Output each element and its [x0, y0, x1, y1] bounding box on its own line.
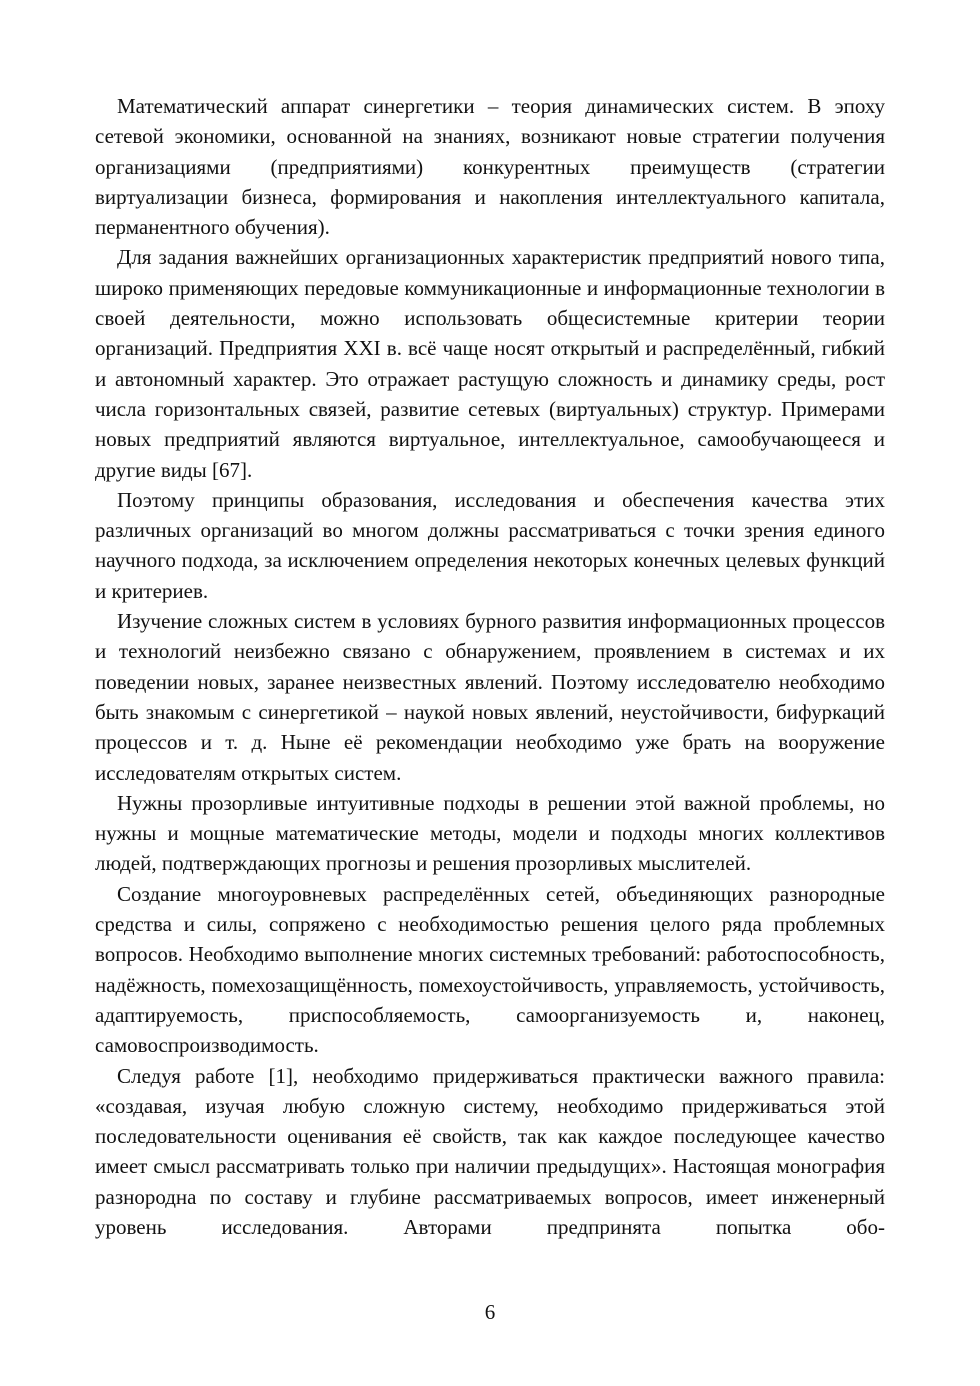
page-number: 6 [484, 1300, 496, 1324]
paragraph-5: Нужны прозорливые интуитивные подходы в решении этой важной проблемы, но нужны и мощные математические методы, модели и подходы многих коллективов людей, подтверждающих прогнозы и решения прозорливых мыслителей. [95, 790, 885, 876]
paragraph-1: Математический аппарат синергетики – теория динамических систем. В эпоху сетевой экономики, основанной на знаниях, возникают новые стратегии получения организациями (предприятиями) конкурентных преимуществ (стратегии виртуализации бизнеса, формирования и накопления интеллектуального капитала, перманентного обучения). [95, 94, 885, 240]
paragraph-6: Создание многоуровневых распределённых сетей, объединяющих разнородные средства и силы, сопряжено с необходимостью решения целого ряда проблемных вопросов. Необходимо выполнение многих системных требований: работоспособность, надёжность, помехозащищённость, помехоустойчивость, управляемость, устойчивость, адаптируемость, приспособляемость, самоорганизуемость и, наконец, самовоспроизводимость. [95, 881, 885, 1058]
page-body [95, 91, 885, 1242]
paragraph-7: Следуя работе [1], необходимо придерживаться практически важного правила: «создавая, изучая любую сложную систему, необходимо придерживаться этой последовательности оценивания её свойств, так как каждое последующее качество имеет смысл рассматривать только при наличии предыдущих». Настоящая монография разнородна по составу и глубине рассматриваемых вопросов, имеет инженерный уровень исследования. Авторами предпринята попытка обо- [95, 1063, 885, 1239]
paragraph-2: Для задания важнейших организационных характеристик предприятий нового типа, широко применяющих передовые коммуникационные и информационные технологии в своей деятельности, можно использовать общесистемные критерии теории организаций. Предприятия XXI в. всё чаще носят открытый и распределённый, гибкий и автономный характер. Это отражает растущую сложность и динамику среды, рост числа горизонтальных связей, развитие сетевых (виртуальных) структур. Примерами новых предприятий являются виртуальное, интеллектуальное, самообучающееся и другие виды [67]. [95, 245, 885, 482]
paragraph-4: Изучение сложных систем в условиях бурного развития информационных процессов и технологий неизбежно связано с обнаружением, проявлением в системах и их поведении новых, заранее неизвестных явлений. Поэтому исследователю необходимо быть знакомым с синергетикой – наукой новых явлений, неустойчивости, бифуркаций процессов и т. д. Ныне её рекомендации необходимо уже брать на вооружение исследователям открытых систем. [95, 609, 885, 785]
paragraph-3: Поэтому принципы образования, исследования и обеспечения качества этих различных организаций во многом должны рассматриваться с точки зрения единого научного подхода, за исключением определения некоторых конечных целевых функций и критериев. [95, 487, 885, 603]
